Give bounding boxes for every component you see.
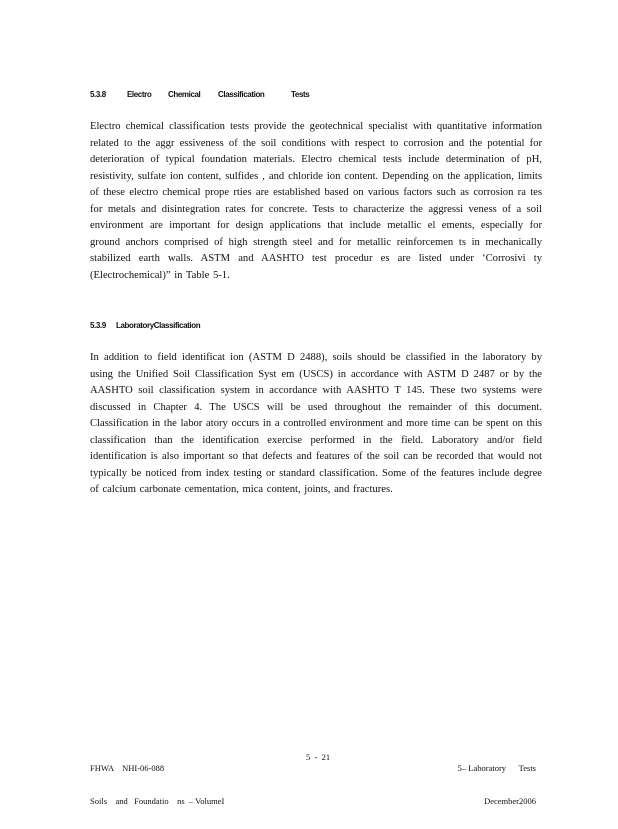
page-footer [90,741,542,806]
section-number: 5.3.8 [90,90,106,99]
section-number: 5.3.9 [90,321,106,330]
section-heading-5-3-9 [90,321,330,333]
section-title-word: Chemical [168,90,201,99]
section-heading-5-3-8 [90,90,330,102]
section-title-word: Tests [291,90,310,99]
footer-chapter: 5– Laboratory Tests [457,763,536,773]
section-5-3-8-paragraph: Electro chemical classification tests provide the geotechnical specialist with quantitative information related to the aggr essiveness of the soil conditions with respect to corrosion and the potential for deterioration of typical foundation materials. Electro chemical tests include determination of pH, resistivity, sulfate ion content, sulfides , and chloride ion content. Depending on the application, limits of these electro chemical prope rties are established based on various factors such as corrosion ra tes for metals and disintegration rates for concrete. Tests to characterize the aggressi veness of a soil environment are important for design applications that include metallic el ements, especially for ground anchors comprised of high strength steel and for metallic reinforcemen ts in mechanically stabilized earth walls. ASTM and AASHTO test procedur es are listed under ‘Corrosivi ty (Electrochemical)” in Table 5-1. [90,121,542,281]
section-title-word: Electro [127,90,152,99]
section-title: LaboratoryClassification [116,321,201,330]
footer-document-title: Soils and Foundatio ns – VolumeI [90,796,225,806]
footer-date: December2006 [484,796,536,806]
section-5-3-9-paragraph: In addition to field identificat ion (ASTM D 2488), soils should be classified in the laboratory by using the Unified Soil Classification Syst em (USCS) in accordance with ASTM D 2487 or by the AASHTO soil classification system in accordance with AASHTO T 145. These two systems were discussed in Chapter 4. The USCS will be used throughout the remainder of this document. Classification in the labor atory occurs in a controlled environment and more time can be spent on this classification than the identification exercise performed in the field. Laboratory and/or field identification is also important so that defects and features of the soil can be recorded that would not typically be noticed from index testing or standard classification. Some of the features include degree of calcium carbonate cementation, mica content, joints, and fractures. [90,352,542,495]
footer-left [90,741,224,829]
footer-right [458,741,536,829]
footer-document-id: FHWA NHI-06-088 [90,763,165,773]
page-number: 5 - 21 [306,752,331,762]
section-title-word: Classification [218,90,265,99]
